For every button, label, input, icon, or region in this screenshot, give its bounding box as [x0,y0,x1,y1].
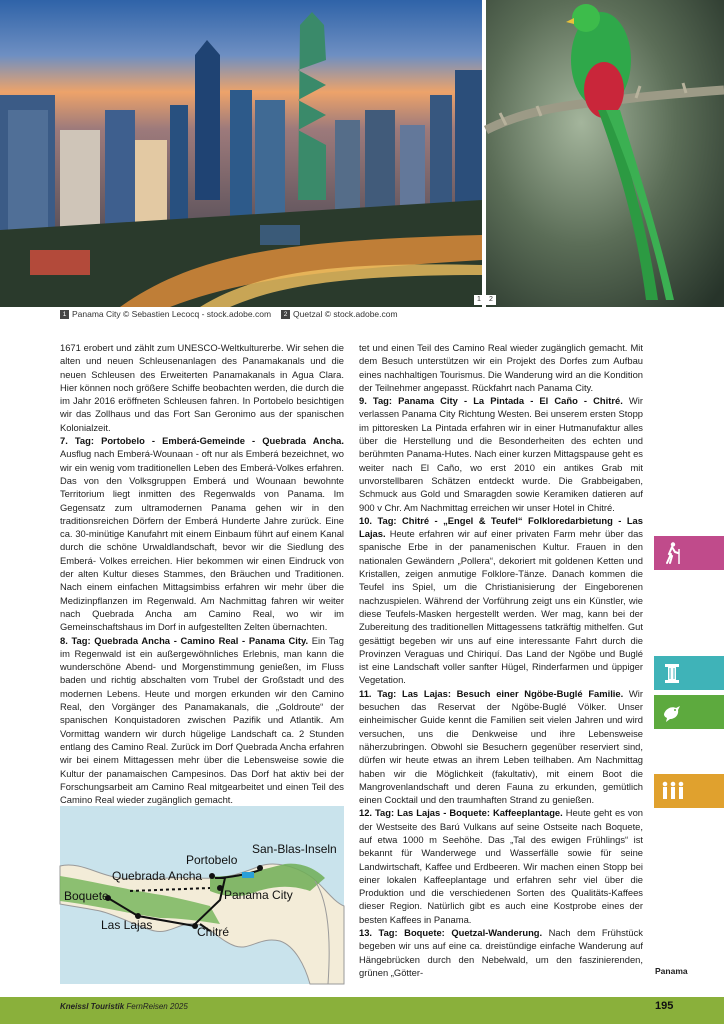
hiking-icon [660,541,684,565]
itinerary-paragraph-day-8: 8. Tag: Quebrada Ancha - Camino Real - Panama City. Ein Tag im Regenwald ist ein außergewöhnliches Erlebnis, man kann die wunderschöne Abend- und Morgenstimmung genießen, im Fluss baden und richtig abschalten vom Trubel der Großstadt und des modernen Lebens. Heute und morgen erkunden wir den Camino Real, den Vorgänger des Panamakanals, die „Goldroute“ der spanischen Konquistadoren zwischen Pazifik und Atlantik. Am Vormittag wandern wir durch hügelige Landschaft ca. 2 Stunden entlang des Camino Real. Zurück im Dorf Quebrada Ancha erfahren wir bei einem Mittagessen mehr über die Lebensweise sowie die Kultur der panamaischen Campesinos. Das Dorf hat aktiv bei der Forschungsarbeit am Camino Real mitgearbeitet und einen Teil des Camino Real wieder zugänglich gemacht. [60,634,344,806]
culture-tab [654,656,724,690]
itinerary-paragraph-day-7: 7. Tag: Portobelo - Emberá-Gemeinde - Quebrada Ancha. Ausflug nach Emberá-Wounaan - oft nur als Emberá bezeichnet, wo wir ein wenig vom traditionellen Leben des Emberá-Volkes erfahren. Das von den Volksgruppen Emberá und Wounaan bewohnte Territorium liegt inmitten des Regenwalds von Panama. Im Gegensatz zum ultramodernen Panama gehen wir in den traditionsreichen Dörfern der Emberá Hunderte Jahre zurück. Eine ca. 30-minütige Kanufahrt mit einem Einbaum führt auf einem Kanal durch die schöne Urwaldlandschaft, bevor wir die Siedlung des Emberá- Volkes erreichen. Hier bekommen wir einen Eindruck von der alten Kultur dieses Stammes, den Bräuchen und Traditionen. Nach einem einfachen Mittagsimbiss erfahren wir mehr über die Medizinpflanzen im Regenwald. Am Nachmittag fahren wir weiter nach Quebrada Ancha am Camino Real, wo wir im Gemeinschaftshaus im Dorf in aufgestellten Zelten übernachten. [60,435,344,633]
hiking-tab [654,536,724,570]
map-label-san-blas: San-Blas-Inseln [252,842,337,856]
itinerary-paragraph: 1671 erobert und zählt zum UNESCO-Weltkulturerbe. Wir sehen die alten und neuen Schleusenanlagen des Panamakanals und die neuen Schleusen des Erweiterten Panamakanals in Agua Clara. Hier können noch größere Schiffe beobachten werden, die durch die im Jahr 2016 eröffneten Schleusen fahren. In Portobelo besichtigen wir das Zollhaus und das Fort San Geronimo aus der spanischen Kolonialzeit. [60,342,344,433]
day-heading: 13. Tag: Boquete: Quetzal-Wanderung. [359,927,543,939]
page-number: 195 [655,1000,674,1012]
people-group-icon [660,779,686,803]
itinerary-paragraph: tet und einen Teil des Camino Real wieder zugänglich gemacht. Mit dem Besuch unterstützen wir ein Projekt des Dorfes zum Aufbau eines nachhaltigen Tourismus. Die Wanderung wird an die Kondition der Teilnehmer angepasst. Rückfahrt nach Panama City. [359,342,643,393]
quetzal-bird-illustration [486,0,724,307]
day-heading: 8. Tag: Quebrada Ancha - Camino Real - Panama City. [60,634,309,646]
nature-tab [654,695,724,729]
itinerary-paragraph-day-10: 10. Tag: Chitré - „Engel & Teufel“ Folkloredarbietung - Las Lajas. Heute erfahren wir auf einer privaten Farm mehr über das spanische Erbe in der panamenischen Kultur. Frauen in den nationalen Gewändern „Pollera“, dekoriert mit goldenen Ketten und Kristallen, zeigen anmutige Folklore-Tänze. Danach kommen die Teufel ins Spiel, um die Christianisierung der Eingeborenen nachzuspielen. Während der Vorführung zeigt uns ein Künstler, wie diese Teufels-Masken hergestellt werden. Wer mag, kann bei der Zubereitung des traditionellen Mittagessens tatkräftig mithelfen. Gut gesättigt begeben wir uns auf eine interessante Fahrt durch die Provinzen Veraguas und Chiriquí. Das Land der Ngöbe und Buglé ist eine Landschaft voller sanfter Hügel, Rinderfarmen und üppiger Vegetation. [359,514,643,686]
itinerary-paragraph-day-9: 9. Tag: Panama City - La Pintada - El Caño - Chitré. Wir verlassen Panama City Richtung Westen. Bei unserem ersten Stopp im pittoresken La Pintada erfahren wir in einer Hutmanufaktur alles über die Herstellung und die Besonderheiten des echten und berühmten Panama-Hutes. Nach einer kurzen Mittagspause geht es weiter nach El Caño, wo erst 2010 ein antikes Grab mit unvorstellbaren Schätzen entdeckt wurde. Die Grabbeigaben, Schmuck aus Gold und Smaragden sowie Keramiken datieren auf 900 v Chr. Am Nachmittag erreichen wir unser Hotel in Chitré. [359,395,643,513]
city-skyline-illustration [0,0,482,307]
map-label-portobelo: Portobelo [186,853,238,867]
day-heading: 12. Tag: Las Lajas - Boquete: Kaffeeplantage. [359,807,563,819]
day-heading: 11. Tag: Las Lajas: Besuch einer Ngöbe-Buglé Familie. [359,687,624,699]
caption-number-2: 2 [281,310,290,319]
route-map [60,806,344,984]
footer-brand: Kneissl Touristik [60,1002,125,1011]
photo-credits [60,309,398,319]
panama-city-photo [0,0,482,307]
quetzal-photo [486,0,724,307]
footer-catalog: FernReisen 2025 [126,1002,188,1011]
bird-nature-icon [660,700,684,724]
caption-text-1: Panama City © Sebastien Lecocq - stock.adobe.com [72,309,272,319]
map-label-panama-city: Panama City [224,888,293,902]
map-label-las-lajas: Las Lajas [101,918,153,932]
itinerary-paragraph-day-12: 12. Tag: Las Lajas - Boquete: Kaffeeplantage. Heute geht es von der Westseite des Barú Vulkans auf seine Ostseite nach Boquete, auf etwa 1000 m Seehöhe. Das „Tal des ewigen Frühlings“ ist bekannt für Wanderwege und Wasserfälle sowie für seine Landwirtschaft, Kaffee und Erdbeeren. Wir machen einen Stopp bei einer lokalen Kaffeeplantage und erfahren sehr viel über die Produktion und die verschiedenen Sorten des Qualitäts-Kaffees dieser Region. Natürlich gibt es auch eine Kostprobe eines der besten Kaffees in Panama. [359,807,643,925]
itinerary-paragraph-day-13: 13. Tag: Boquete: Quetzal-Wanderung. Nach dem Frühstück begeben wir uns auf eine ca. dreistündige einfache Wanderung auf Hängebrücken durch den Nebelwald, um den faszinierenden, grünen „Götter- [359,927,643,978]
day-heading: 10. Tag: Chitré - „Engel & Teufel“ Folkloredarbietung - Las Lajas. [359,514,643,540]
culture-column-icon [660,661,684,685]
caption-number-1: 1 [60,310,69,319]
caption-text-2: Quetzal © stock.adobe.com [293,309,398,319]
photo-number-2: 2 [486,295,496,305]
group-tab [654,774,724,808]
footer-publisher [60,1002,188,1011]
itinerary-paragraph-day-11: 11. Tag: Las Lajas: Besuch einer Ngöbe-Buglé Familie. Wir besuchen das Reservat der Ngöbe-Buglé Völker. Unser einheimischer Guide kennt die Familien seit vielen Jahren und wird versuchen, uns die Denkweise und ihre Lebensweise näherzubringen. Obwohl sie Besuchern gegenüber reserviert sind, dürfen wir heute etwas an ihrem Leben teilhaben. Am Nachmittag haben wir die Möglichkeit (fakultativ), mit einem Boot die Mangrovenlandschaft und deren Fauna zu erkunden, gemütlich einen Cocktail und den traumhaften Strand zu genießen. [359,687,643,806]
right-text-column [359,341,643,983]
region-label: Panama [655,966,688,976]
left-text-column [60,341,344,806]
map-label-boquete: Boquete [64,889,109,903]
day-heading: 9. Tag: Panama City - La Pintada - El Caño - Chitré. [359,395,623,407]
photo-number-1: 1 [474,295,484,305]
day-heading: 7. Tag: Portobelo - Emberá-Gemeinde - Quebrada Ancha. [60,435,344,447]
map-label-chitre: Chitré [197,925,230,939]
map-label-quebrada-ancha: Quebrada Ancha [112,869,203,883]
